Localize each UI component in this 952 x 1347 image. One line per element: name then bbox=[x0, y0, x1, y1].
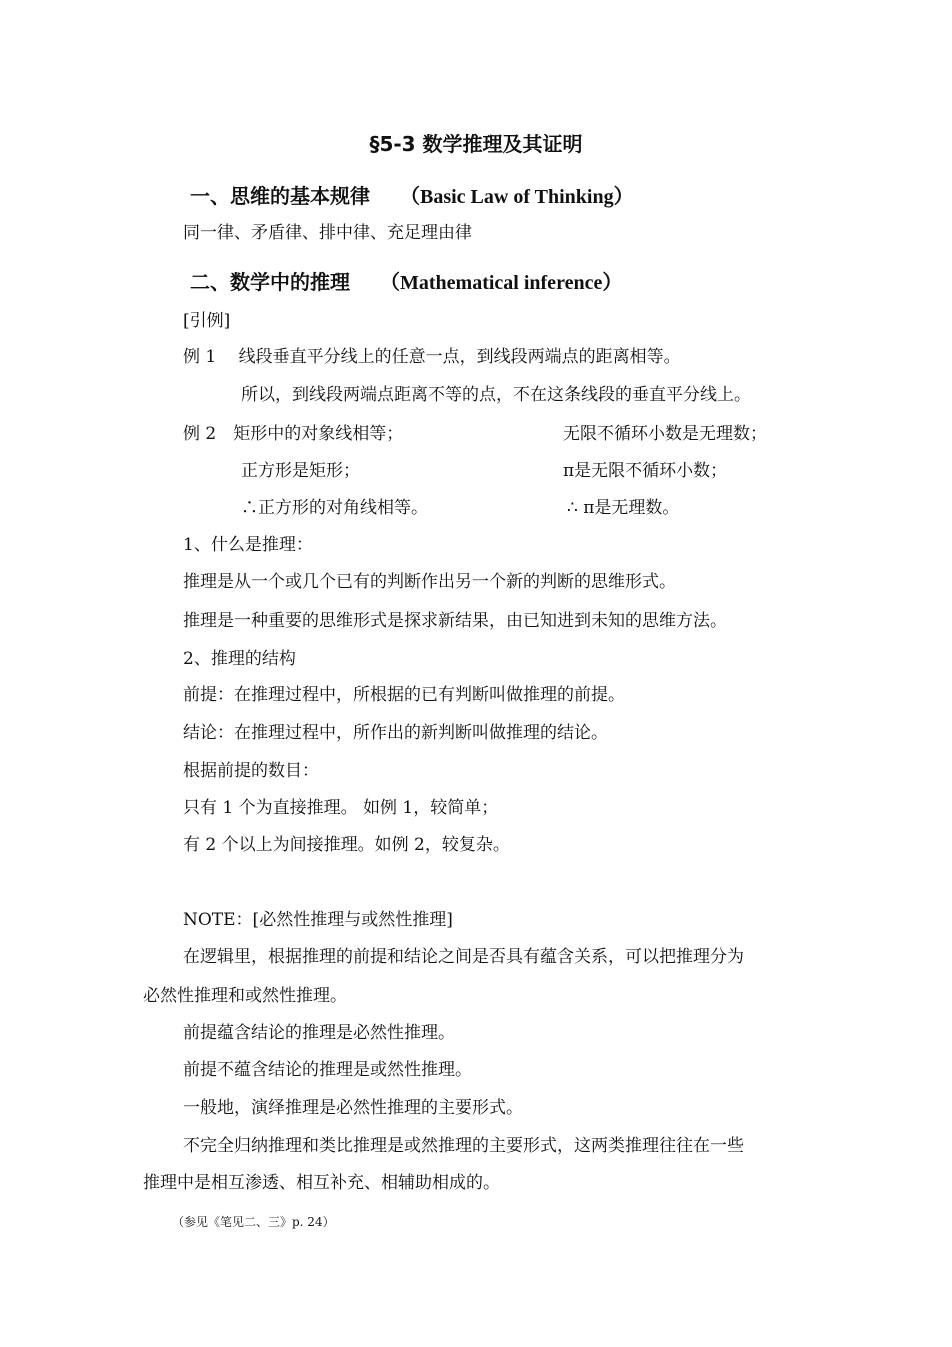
note-heading: NOTE：[必然性推理与或然性推理] bbox=[183, 910, 453, 930]
section1-heading-en: （Basic Law of Thinking） bbox=[400, 186, 634, 208]
note-p1a: 在逻辑里，根据推理的前提和结论之间是否具有蕴含关系，可以把推理分为 bbox=[183, 947, 744, 967]
section1-heading bbox=[190, 180, 634, 209]
example2-left-1: 例 2 矩形中的对象线相等； bbox=[183, 424, 404, 444]
example2-right-1: 无限不循环小数是无理数； bbox=[563, 424, 767, 444]
structure-premise: 前提：在推理过程中，所根据的已有判断叫做推理的前提。 bbox=[183, 685, 625, 705]
example1-line1: 例 1 线段垂直平分线上的任意一点，到线段两端点的距离相等。 bbox=[183, 347, 681, 367]
structure-count-label: 根据前提的数目： bbox=[183, 761, 319, 781]
intro-label: [引例] bbox=[183, 311, 231, 331]
page-title: §5-3 数学推理及其证明 bbox=[369, 132, 583, 156]
example1-line2: 所以，到线段两端点距离不等的点，不在这条线段的垂直平分线上。 bbox=[241, 385, 751, 405]
section2-heading-cn: 二、数学中的推理 bbox=[190, 270, 350, 294]
section2-heading bbox=[190, 266, 622, 295]
note-p2: 前提蕴含结论的推理是必然性推理。 bbox=[183, 1023, 455, 1043]
note-p5a: 不完全归纳推理和类比推理是或然推理的主要形式，这两类推理往往在一些 bbox=[183, 1136, 744, 1156]
structure-direct: 只有 1 个为直接推理。 如例 1，较简单； bbox=[183, 798, 499, 818]
note-p1b: 必然性推理和或然性推理。 bbox=[143, 986, 347, 1006]
structure-indirect: 有 2 个以上为间接推理。如例 2，较复杂。 bbox=[183, 835, 510, 855]
note-p3: 前提不蕴含结论的推理是或然性推理。 bbox=[183, 1060, 472, 1080]
example2-left-2: 正方形是矩形； bbox=[241, 461, 360, 481]
example2-left-3: ∴正方形的对角线相等。 bbox=[241, 498, 428, 518]
what-is-heading: 1、什么是推理： bbox=[183, 535, 313, 555]
note-p4: 一般地，演绎推理是必然性推理的主要形式。 bbox=[183, 1098, 523, 1118]
what-is-p1: 推理是从一个或几个已有的判断作出另一个新的判断的思维形式。 bbox=[183, 572, 676, 592]
section2-heading-en: （Mathematical inference） bbox=[380, 272, 623, 294]
example2-right-2: π是无限不循环小数； bbox=[563, 461, 728, 481]
structure-heading: 2、推理的结构 bbox=[183, 649, 296, 669]
note-p5b: 推理中是相互渗透、相互补充、相辅助相成的。 bbox=[143, 1173, 500, 1193]
structure-conclusion: 结论：在推理过程中，所作出的新判断叫做推理的结论。 bbox=[183, 723, 608, 743]
note-reference: （参见《笔见二、三》p. 24） bbox=[172, 1215, 335, 1229]
section1-heading-cn: 一、思维的基本规律 bbox=[190, 184, 370, 208]
what-is-p2: 推理是一种重要的思维形式是探求新结果，由已知进到未知的思维方法。 bbox=[183, 611, 727, 631]
example2-right-3: ∴ π是无理数。 bbox=[567, 498, 680, 518]
section1-body: 同一律、矛盾律、排中律、充足理由律 bbox=[183, 223, 472, 243]
